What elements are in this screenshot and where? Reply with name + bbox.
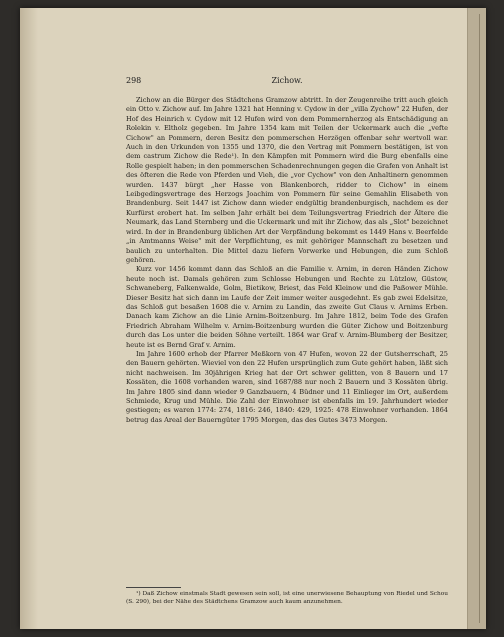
paragraph-arnim: Kurz vor 1456 kommt dann das Schloß an die Familie v. Arnim, in deren Händen Zichow heute noch ist. Damals gehören zum Schlosse Hebungen und Rechte zu Lützlow, Güstow, Schwaneberg, Falkenwalde, Golm, Bietikow, Briest, das Feld Kleinow und die Paßower Mühle. Dieser Besitz hat sich dann im Laufe der Zeit immer weiter ausgedehnt. Es gab zwei Edelsitze, das Schloß gut besaßen 1608 die v. Arnim zu Landin, das zweite Gut Claus v. Arnims Erben. Danach kam Zichow an die Linie Arnim-Boitzenburg. Im Jahre 1812, beim Tode des Grafen Friedrich Abraham Wilhelm v. Arnim-Boitzenburg wurden die Güter Zichow und Boitzenburg durch das Los unter die beiden Söhne verteilt. 1864 war Graf v. Arnim-Blumberg der Besitzer, heute ist es Bernd Graf v. Arnim.: [126, 265, 448, 349]
body-text: [126, 96, 448, 425]
page-edge: [467, 8, 486, 629]
running-header: [126, 76, 448, 88]
page-number: 298: [126, 76, 142, 85]
footnote-text: ¹) Daß Zichow einstmals Stadt gewesen sein soll, ist eine unerwiesene Behauptung von Riedel und Schou (S. 290), bei der Nähe des Städtchens Gramzow auch kaum anzunehmen.: [126, 591, 448, 605]
page-gutter: [20, 8, 38, 629]
running-title: Zichow.: [271, 76, 303, 85]
footnote: [126, 590, 448, 606]
paragraph-history: Zichow an die Bürger des Städtchens Gramzow abtritt. In der Zeugenreihe tritt auch gleich ein Otto v. Zichow auf. Im Jahre 1321 hat Henning v. Cydow in der „villa Zychow" 22 Hufen, der Hof des Heinrich v. Cydow mit 12 Hufen wird von dem Pommernherzog als Entschädigung an Rolekin v. Eltholz gegeben. Im Jahre 1354 kam mit Teilen der Uckermark auch die „vefte Cichow" an Pommern, deren Besitz den pommerschen Herzögen offenbar sehr wertvoll war. Auch in den Urkunden von 1355 und 1370, die den Vertrag mit Pommern bestätigen, ist von dem castrum Zichow die Rede¹). In den Kämpfen mit Pommern wird die Burg ebenfalls eine Rolle gespielt haben; in den pommerschen Schadenrechnungen gegen die Grafen von Anhalt ist des öfteren die Rede von Pferden und Vieh, die „vor Cychow" von den Anhaltinern genommen wurden. 1437 bürgt „her Hasse von Blankenborch, ridder to Cichow" in einem Leibgedingsvertrage des Herzogs Joachim von Pommern für seine Gemahlin Elisabeth von Brandenburg. Seit 1447 ist Zichow dann wieder endgültig brandenburgisch, nachdem es der Kurfürst erobert hat. Im selben Jahr erhält bei dem Teilungsvertrag Friedrich der Ältere die Neumark, das Land Sternberg und die Uckermark und mit ihr Zichow, das als „Slot" bezeichnet wird. In der in Brandenburg üblichen Art der Verpfändung bekommt es 1449 Hans v. Beerfelde „in Amtmanns Weise" mit der Verpflichtung, es mit gehöriger Mannschaft zu besetzen und baulich zu unterhalten. Die Mittel dazu liefern Vorwerke und Hebungen, die zum Schloß gehören.: [126, 96, 448, 264]
footnote-rule: [126, 587, 181, 588]
paragraph-population: Im Jahre 1600 erhob der Pfarrer Meßkorn von 47 Hufen, wovon 22 der Gutsherrschaft, 25 den Bauern gehörten. Wieviel von den 22 Hufen ursprünglich zum Gute gehört haben, läßt sich nicht nachweisen. Im 30jährigen Krieg hat der Ort schwer gelitten, von 8 Bauern und 17 Kossäten, die 1608 vorhanden waren, sind 1687/88 nur noch 2 Bauern und 3 Kossäten übrig. Im Jahre 1805 sind dann wieder 9 Ganzbauern, 4 Büdner und 11 Einlieger im Ort, außerdem Schmiede, Krug und Mühle. Die Zahl der Einwohner ist ebenfalls im 19. Jahrhundert wieder gestiegen; es waren 1774: 274, 1816: 246, 1840: 429, 1925: 478 Einwohner vorhanden. 1864 betrug das Areal der Bauerngüter 1795 Morgen, das des Gutes 3473 Morgen.: [126, 349, 448, 424]
page-edge-line: [479, 14, 480, 623]
